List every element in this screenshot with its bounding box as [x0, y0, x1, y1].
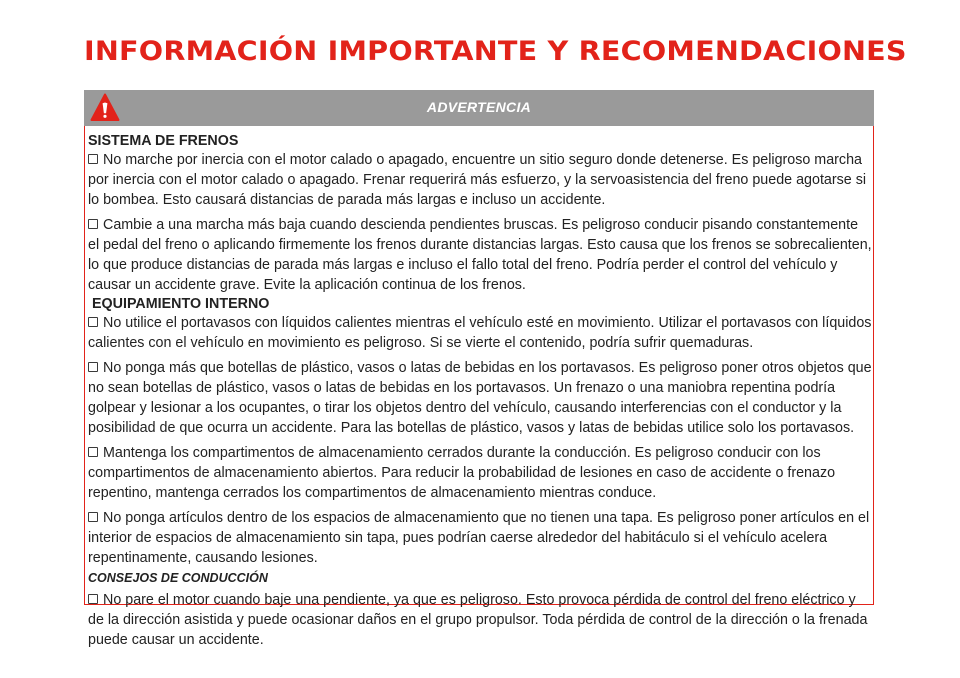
paragraph-text: Cambie a una marcha más baja cuando descienda pendientes bruscas. Es peligroso conducir pisando constantemente el pedal del freno o aplicando firmemente los frenos durante distancias largas. Esto causa que los frenos se sobrecalienten, lo que produce distancias de parada más largas e incluso el fallo total del freno. Podría perder el control del vehículo y causar un accidente grave. Evite la aplicación continua de los frenos.: [88, 217, 872, 293]
paragraph: [88, 590, 872, 650]
page-title: INFORMACIÓN IMPORTANTE Y RECOMENDACIONES: [84, 36, 907, 67]
banner-label: ADVERTENCIA: [426, 99, 532, 115]
checkbox-bullet-icon: [88, 512, 98, 522]
paragraph-text: Mantenga los compartimentos de almacenamiento cerrados durante la conducción. Es peligroso conducir con los compartimentos de almacenamiento abiertos. Para reducir la probabilidad de lesiones en caso de accidente o frenazo repentino, mantenga cerrados los compartimentos de almacenamiento mientras conduce.: [88, 445, 836, 501]
checkbox-bullet-icon: [88, 594, 98, 604]
checkbox-bullet-icon: [88, 447, 98, 457]
paragraph: [88, 313, 872, 353]
paragraph: [88, 443, 872, 503]
paragraph: [88, 215, 872, 295]
paragraph: [88, 508, 872, 568]
paragraph-text: No utilice el portavasos con líquidos calientes mientras el vehículo esté en movimiento. Utilizar el portavasos con líquidos calientes con el vehículo en movimiento es peligroso. Si se vierte el contenido, podría sufrir quemaduras.: [88, 315, 872, 351]
checkbox-bullet-icon: [88, 154, 98, 164]
paragraph-text: No ponga más que botellas de plástico, vasos o latas de bebidas en los portavasos. Es peligroso poner otros objetos que no sean botellas de plástico, vasos o latas de bebidas en los portavasos. Un frenazo o una maniobra repentina podría golpear y lesionar a los ocupantes, o tirar los objetos dentro del vehículo, causando interferencias con el conductor y la posibilidad de que ocurra un accidente. Para las botellas de plástico, vasos y latas de bebidas utilice solo los portavasos.: [88, 360, 872, 436]
paragraph: [88, 358, 872, 438]
section-heading-consejos: CONSEJOS DE CONDUCCIÓN: [88, 571, 268, 585]
paragraph: [88, 150, 872, 210]
paragraph-text: No marche por inercia con el motor calado o apagado, encuentre un sitio seguro donde detenerse. Es peligroso marcha por inercia con el motor calado o apagado. Frenar requerirá más esfuerzo, y la servoasistencia del freno puede agotarse si lo bombea. Esto causará distancias de parada más largas e incluso un accidente.: [88, 152, 867, 208]
warning-banner: [84, 90, 874, 126]
checkbox-bullet-icon: [88, 362, 98, 372]
paragraph-text: No pare el motor cuando baje una pendiente, ya que es peligroso. Esto provoca pérdida de control del freno eléctrico y de la dirección asistida y puede ocasionar daños en el grupo propulsor. Toda pérdida de control de la dirección o la frenada puede causar un accidente.: [88, 592, 868, 648]
section-heading-equipamiento: EQUIPAMIENTO INTERNO: [92, 296, 270, 312]
section-heading-frenos: SISTEMA DE FRENOS: [88, 133, 239, 149]
checkbox-bullet-icon: [88, 317, 98, 327]
checkbox-bullet-icon: [88, 219, 98, 229]
paragraph-text: No ponga artículos dentro de los espacios de almacenamiento que no tienen una tapa. Es peligroso poner artículos en el interior de espacios de almacenamiento sin tapa, pues podrían caerse alrededor del habitáculo si el vehículo acelera repentinamente, causando lesiones.: [88, 510, 870, 566]
warning-content: [88, 132, 872, 655]
